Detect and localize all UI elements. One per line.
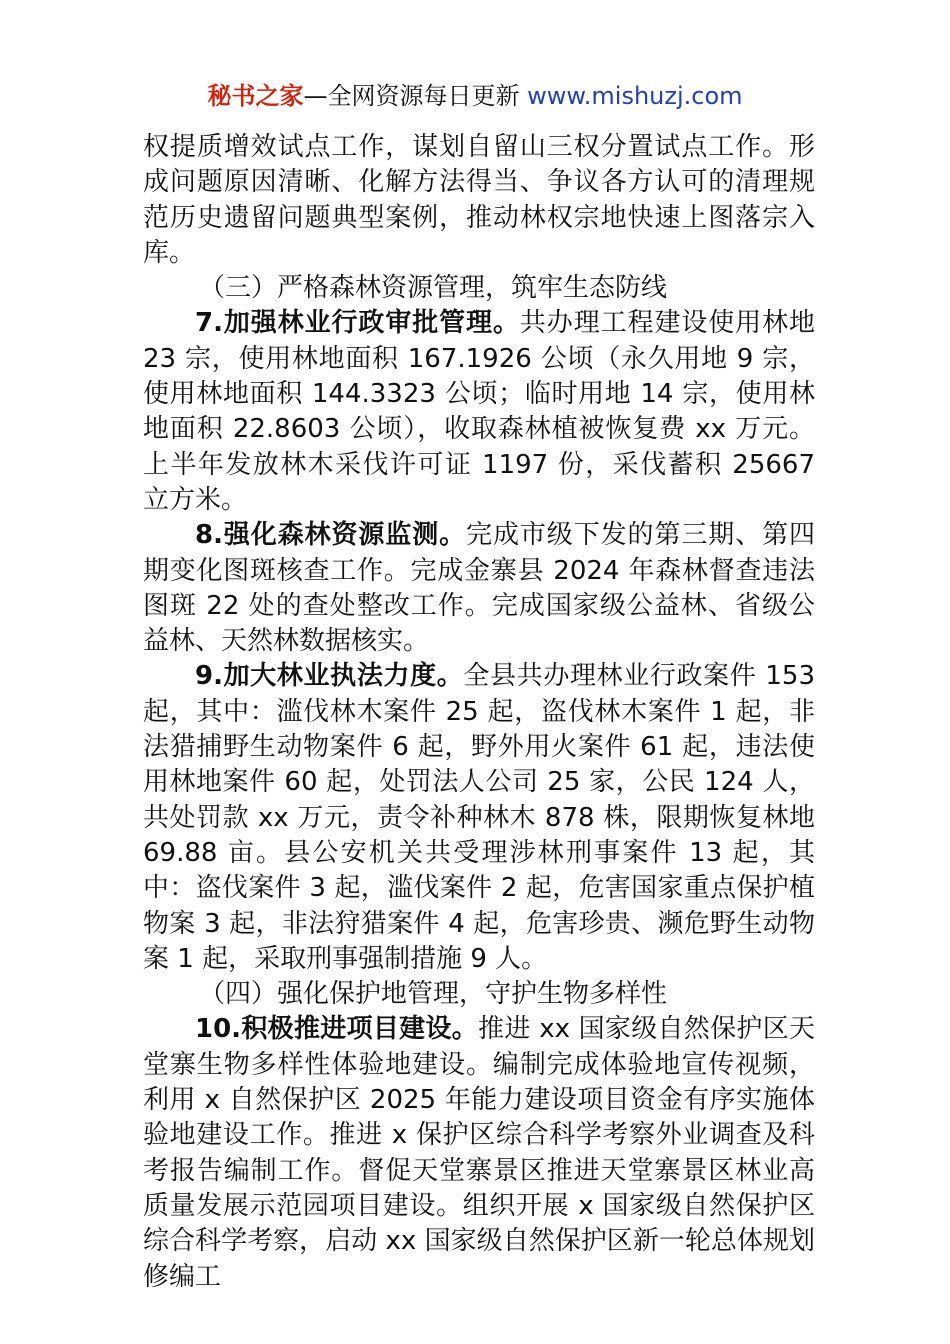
paragraph-text: 完成市级下发的第三期、第四期变化图斑核查工作。完成金寨县 2024 年森林督查违法图斑 22 处的查处整改工作。完成国家级公益林、省级公益林、天然林数据核实。	[143, 520, 815, 657]
paragraph-lead: 7.加强林业行政审批管理。	[195, 308, 520, 339]
paragraph-item-7	[143, 306, 815, 518]
site-brand: 秘书之家	[207, 82, 304, 110]
page-header	[0, 80, 950, 112]
paragraph-text: 权提质增效试点工作，谋划自留山三权分置试点工作。形成问题原因清晰、化解方法得当、争议各方认可的清理规范历史遗留问题典型案例，推动林权宗地快速上图落宗入库。	[143, 132, 815, 268]
paragraph-lead: 8.强化森林资源监测。	[195, 520, 467, 551]
paragraph-text: 全县共办理林业行政案件 153 起，其中：滥伐林木案件 25 起，盗伐林木案件 1 起，非法猎捕野生动物案件 6 起，野外用火案件 61 起，违法使用林地案件 60 起，处罚法人公司 25 家，公民 124 人，共处罚款 xx 万元，责令补种林木 878 株，限期恢复林地 69.88 亩。县公安机关共受理涉林刑事案件 13 起，其中：盗伐案件 3 起，滥伐案件 2 起，危害国家重点保护植物案 3 起，非法狩猎案件 4 起，危害珍贵、濒危野生动物案 1 起，采取刑事强制措施 9 人。	[143, 661, 815, 974]
site-url-link[interactable]: www.mishuzj.com	[527, 82, 743, 110]
section-heading-3	[143, 271, 815, 306]
site-tagline: —全网资源每日更新	[303, 82, 528, 110]
section-heading-text: （三）严格森林资源管理，筑牢生态防线	[199, 273, 668, 304]
paragraph-lead: 10.积极推进项目建设。	[195, 1014, 479, 1045]
paragraph-continuation	[143, 130, 815, 271]
section-heading-text: （四）强化保护地管理，守护生物多样性	[199, 979, 668, 1010]
document-body	[143, 130, 815, 1295]
paragraph-item-8	[143, 518, 815, 659]
section-heading-4	[143, 977, 815, 1012]
paragraph-item-10	[143, 1012, 815, 1294]
paragraph-text: 共办理工程建设使用林地 23 宗，使用林地面积 167.1926 公顷（永久用地 9 宗，使用林地面积 144.3323 公顷；临时用地 14 宗，使用林地面积 22.8603 公顷），收取森林植被恢复费 xx 万元。上半年发放林木采伐许可证 1197 份，采伐蓄积 25667 立方米。	[143, 308, 815, 515]
paragraph-text: 推进 xx 国家级自然保护区天堂寨生物多样性体验地建设。编制完成体验地宣传视频，利用 x 自然保护区 2025 年能力建设项目资金有序实施体验地建设工作。推进 x 保护区综合科学考察外业调查及科考报告编制工作。督促天堂寨景区推进天堂寨景区林业高质量发展示范园项目建设。组织开展 x 国家级自然保护区综合科学考察，启动 xx 国家级自然保护区新一轮总体规划修编工	[143, 1014, 815, 1292]
paragraph-lead: 9.加大林业执法力度。	[195, 661, 464, 692]
paragraph-item-9	[143, 659, 815, 977]
